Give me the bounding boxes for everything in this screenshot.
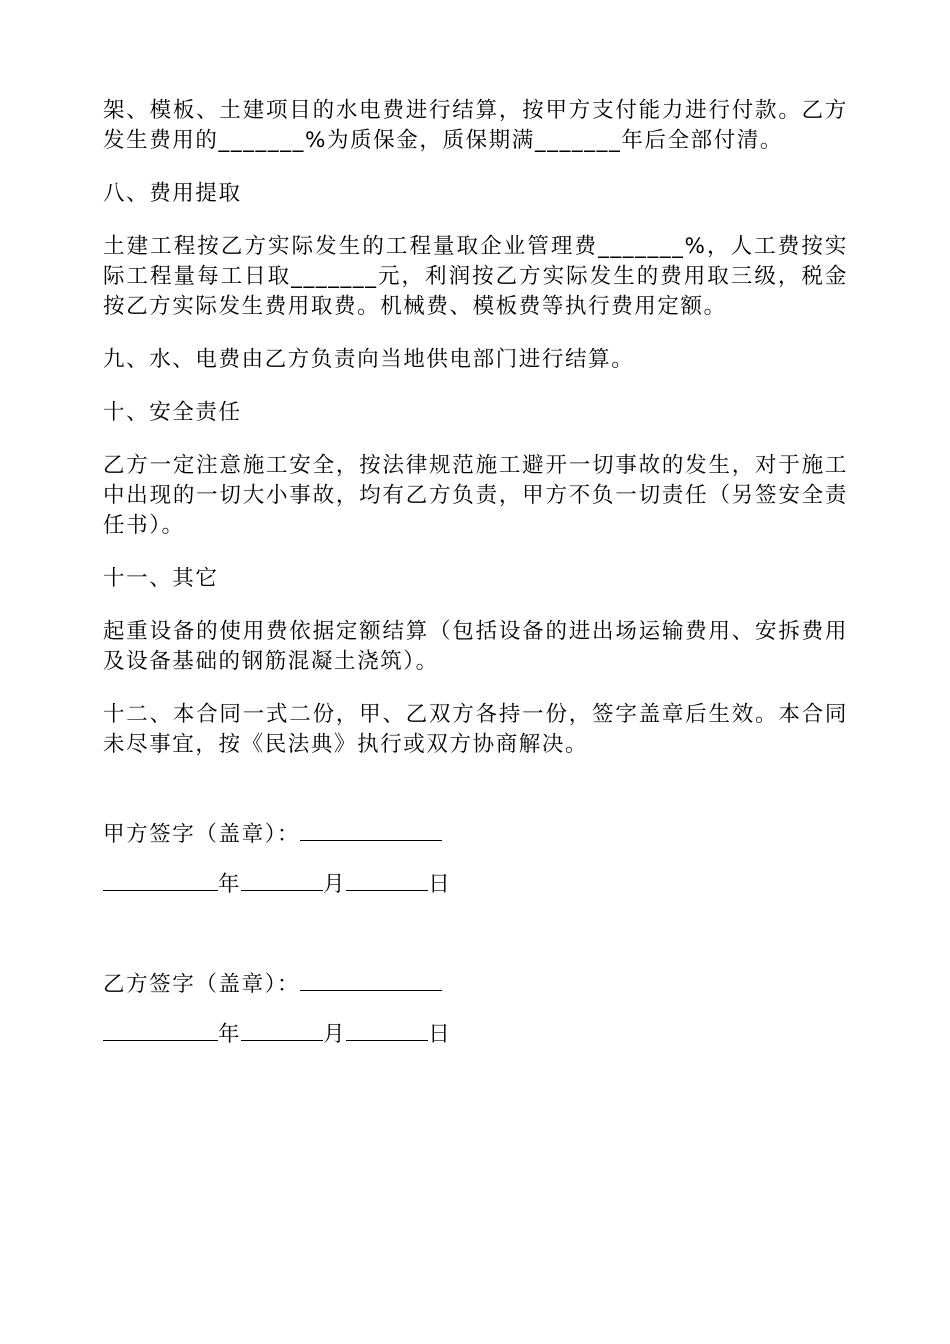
- party-a-signature-row: [103, 818, 603, 850]
- heading-other: 十一、其它: [103, 566, 219, 591]
- day-label: 日: [428, 1022, 452, 1047]
- paragraph-other: 起重设备的使用费依据定额结算（包括设备的进出场运输费用、安拆费用及设备基础的钢筋混凝土浇筑）。: [103, 619, 848, 674]
- party-b-date-row: [103, 1018, 603, 1050]
- month-label: 月: [323, 872, 347, 897]
- month-label: 月: [323, 1022, 347, 1047]
- year-label: 年: [218, 1022, 242, 1047]
- year-label: 年: [218, 872, 242, 897]
- contract-page: [103, 96, 848, 783]
- day-label: 日: [428, 872, 452, 897]
- party-a-signature-line[interactable]: [300, 818, 442, 841]
- party-a-day-blank[interactable]: [346, 868, 428, 891]
- party-a-year-blank[interactable]: [103, 868, 218, 891]
- party-a-month-blank[interactable]: [241, 868, 323, 891]
- paragraph-contract-copies: 十二、本合同一式二份，甲、乙双方各持一份，签字盖章后生效。本合同未尽事宜，按《民法典》执行或双方协商解决。: [103, 702, 848, 757]
- party-b-label: 乙方签字（盖章）：: [103, 972, 301, 997]
- party-b-signature-block: [103, 968, 603, 1050]
- party-b-day-blank[interactable]: [346, 1018, 428, 1041]
- party-b-signature-line[interactable]: [300, 968, 442, 991]
- party-a-label: 甲方签字（盖章）：: [103, 822, 301, 847]
- party-a-date-row: [103, 868, 603, 900]
- party-b-year-blank[interactable]: [103, 1018, 218, 1041]
- heading-utilities: 九、水、电费由乙方负责向当地供电部门进行结算。: [103, 347, 635, 372]
- paragraph-fee-extraction: 土建工程按乙方实际发生的工程量取企业管理费_______%，人工费按实际工程量每工日取_______元，利润按乙方实际发生的费用取三级，税金按乙方实际发生费用取费。机械费、模板费等执行费用定额。: [103, 234, 848, 319]
- party-a-signature-block: [103, 818, 603, 900]
- paragraph-payment: 架、模板、土建项目的水电费进行结算，按甲方支付能力进行付款。乙方发生费用的_______%为质保金，质保期满_______年后全部付清。: [103, 98, 848, 153]
- party-b-signature-row: [103, 968, 603, 1000]
- heading-safety: 十、安全责任: [103, 400, 242, 425]
- party-b-month-blank[interactable]: [241, 1018, 323, 1041]
- paragraph-safety: 乙方一定注意施工安全，按法律规范施工避开一切事故的发生，对于施工中出现的一切大小事故，均有乙方负责，甲方不负一切责任（另签安全责任书）。: [103, 453, 848, 538]
- heading-fee-extraction: 八、费用提取: [103, 181, 242, 206]
